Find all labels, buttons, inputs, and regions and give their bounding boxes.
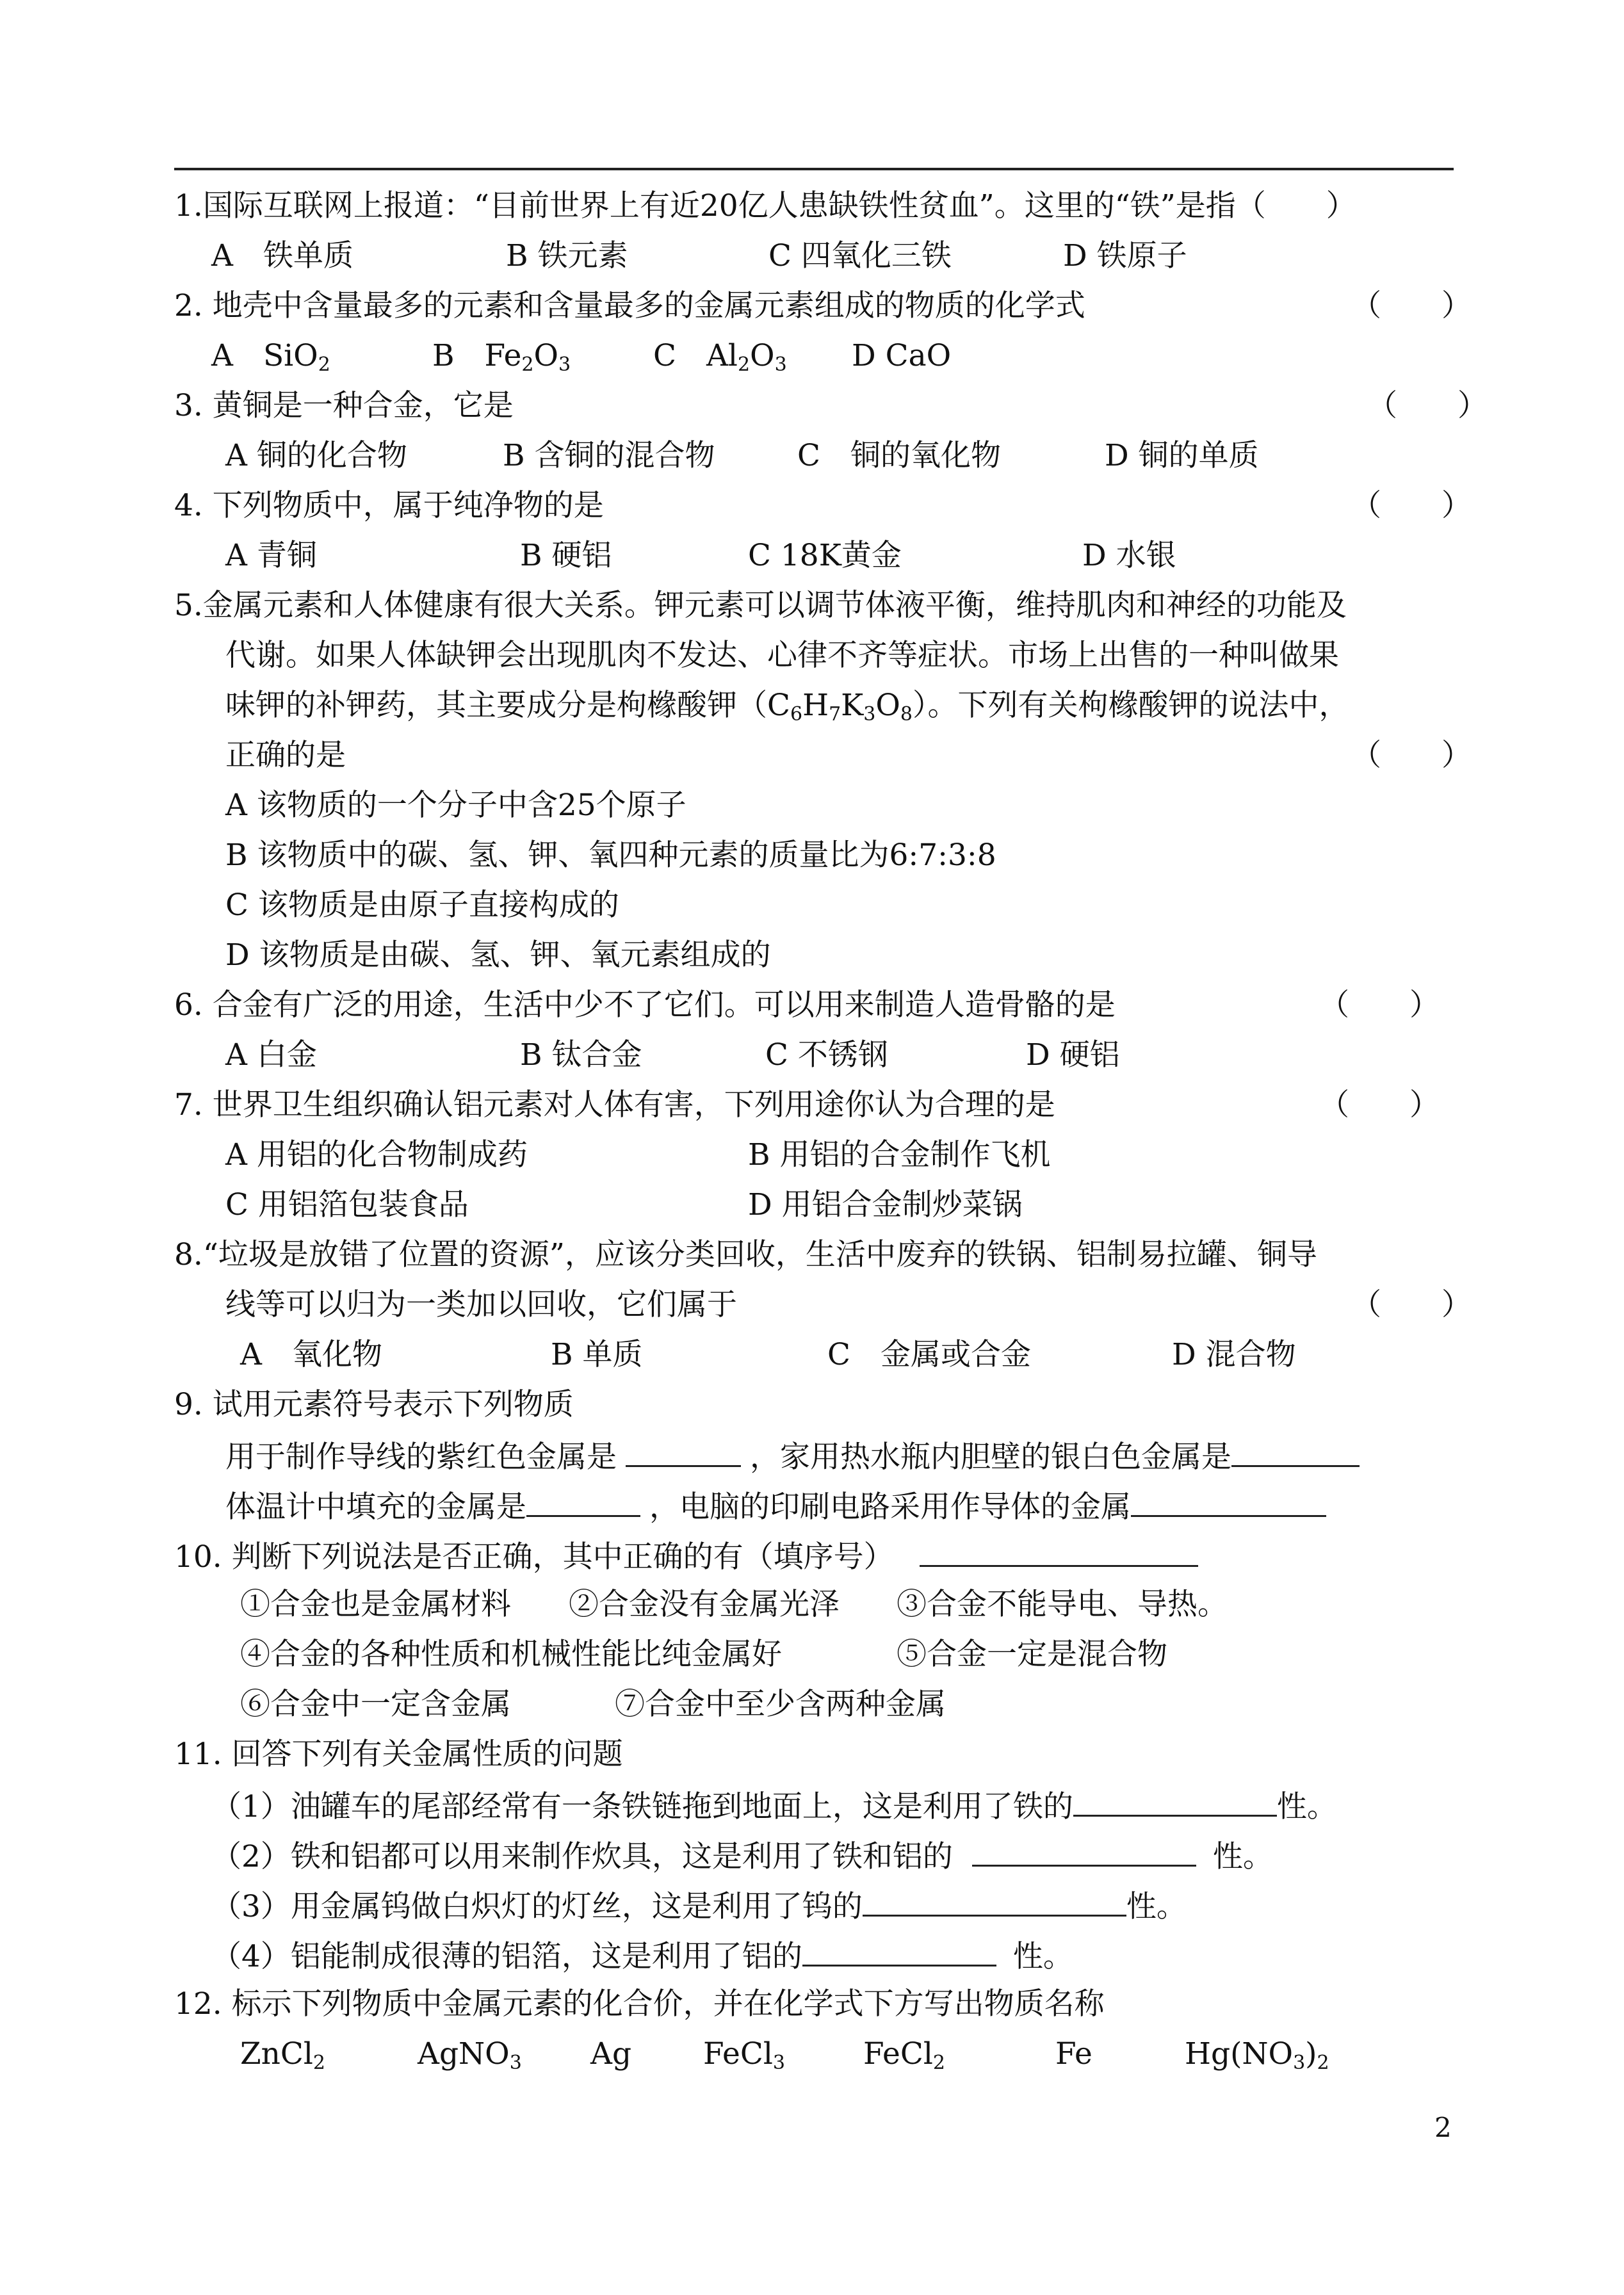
q5-option-b: B 该物质中的碳、氢、钾、氧四种元素的质量比为6:7:3:8 — [225, 838, 996, 873]
q2-answer-paren: （ ） — [1351, 288, 1472, 323]
q3-option-a: A 铜的化合物 — [225, 438, 407, 473]
q5-answer-paren: （ ） — [1351, 738, 1472, 773]
q5-option-c: C 该物质是由原子直接构成的 — [225, 888, 619, 923]
q6-option-b: B 钛合金 — [520, 1037, 642, 1073]
q1-option-b: B 铁元素 — [506, 238, 628, 273]
q10-stem: 10. 判断下列说法是否正确，其中正确的有（填序号） — [174, 1539, 1198, 1572]
formula-ag: Ag — [590, 2036, 632, 2072]
q11-stem: 11. 回答下列有关金属性质的问题 — [174, 1737, 623, 1772]
q12-stem: 12. 标示下列物质中金属元素的化合价，并在化学式下方写出物质名称 — [174, 1986, 1105, 2022]
q4-answer-paren: （ ） — [1351, 488, 1472, 523]
q11-blank-1[interactable] — [1073, 1789, 1277, 1817]
q9-blank-3[interactable] — [526, 1489, 640, 1517]
q11-item-4: （4）铝能制成很薄的铝箔，这是利用了铝的 性。 — [211, 1939, 1073, 1974]
formula-fecl2: FeCl$_2$ — [863, 2036, 945, 2074]
q2-option-c: C $Al_2O_3$ — [653, 338, 787, 376]
q10-statement-7: ⑦合金中至少含两种金属 — [615, 1687, 946, 1722]
q5-line-1: 5.金属元素和人体健康有很大关系。钾元素可以调节体液平衡，维持肌肉和神经的功能及 — [174, 588, 1347, 623]
q5-line-3: 味钾的补钾药，其主要成分是枸橼酸钾$(C_6H_7K_3O_8)$。下列有关枸橼酸钾的说法中， — [225, 688, 1349, 726]
q6-option-a: A 白金 — [225, 1037, 317, 1073]
q4-option-d: D 水银 — [1082, 538, 1176, 573]
q7-answer-paren: （ ） — [1319, 1087, 1440, 1123]
q6-option-d: D 硬铝 — [1026, 1037, 1120, 1073]
q9-stem: 9. 试用元素符号表示下列物质 — [174, 1387, 574, 1422]
header-rule — [174, 168, 1454, 170]
q2-stem: 2. 地壳中含量最多的元素和含量最多的金属元素组成的物质的化学式 — [174, 288, 1085, 323]
q4-option-b: B 硬铝 — [520, 538, 612, 573]
q6-stem: 6. 合金有广泛的用途，生活中少不了它们。可以用来制造人造骨骼的是 — [174, 987, 1116, 1023]
q6-answer-paren: （ ） — [1319, 987, 1440, 1023]
q3-stem: 3. 黄铜是一种合金，它是 — [174, 388, 514, 423]
q7-option-b: B 用铝的合金制作飞机 — [748, 1137, 1051, 1172]
q5-option-d: D 该物质是由碳、氢、钾、氧元素组成的 — [225, 937, 771, 973]
q10-statement-4: ④合金的各种性质和机械性能比纯金属好 — [240, 1637, 782, 1672]
q5-line-2: 代谢。如果人体缺钾会出现肌肉不发达、心律不齐等症状。市场上出售的一种叫做果 — [225, 638, 1339, 673]
q9-line-2: 体温计中填充的金属是 ，电脑的印刷电路采用作导体的金属 — [225, 1489, 1326, 1522]
q11-item-2: （2）铁和铝都可以用来制作炊具，这是利用了铁和铝的 性。 — [211, 1839, 1273, 1874]
q11-blank-3[interactable] — [863, 1889, 1126, 1917]
q2-option-d: D CaO — [852, 338, 952, 373]
q8-option-d: D 混合物 — [1172, 1337, 1296, 1372]
q5-option-a: A 该物质的一个分子中含25个原子 — [225, 788, 686, 823]
q10-statement-6: ⑥合金中一定含金属 — [240, 1687, 511, 1722]
q7-option-d: D 用铝合金制炒菜锅 — [748, 1187, 1023, 1222]
q7-option-c: C 用铝箔包装食品 — [225, 1187, 469, 1222]
q11-blank-2[interactable] — [972, 1839, 1196, 1867]
formula-zncl2: ZnCl$_2$ — [240, 2036, 326, 2074]
q1-stem: 1.国际互联网上报道：“目前世界上有近20亿人患缺铁性贫血”。这里的“铁”是指（ ） — [174, 188, 1356, 223]
q8-option-c: C 金属或合金 — [827, 1337, 1031, 1372]
q1-option-a: A 铁单质 — [211, 238, 353, 273]
q1-option-c: C 四氧化三铁 — [768, 238, 952, 273]
q4-option-a: A 青铜 — [225, 538, 317, 573]
q8-line-2: 线等可以归为一类加以回收，它们属于 — [225, 1287, 737, 1322]
q9-line-1: 用于制作导线的紫红色金属是 ，家用热水瓶内胆壁的银白色金属是 — [225, 1439, 1360, 1472]
q3-option-c: C 铜的氧化物 — [797, 438, 1001, 473]
q2-option-b: B $Fe_2O_3$ — [432, 338, 571, 376]
q8-answer-paren: （ ） — [1351, 1287, 1472, 1322]
q8-option-a: A 氧化物 — [240, 1337, 382, 1372]
q10-blank[interactable] — [920, 1539, 1198, 1567]
q8-line-1: 8.“垃圾是放错了位置的资源”，应该分类回收，生活中废弃的铁锅、铝制易拉罐、铜导 — [174, 1237, 1317, 1272]
q7-option-a: A 用铝的化合物制成药 — [225, 1137, 528, 1172]
q8-option-b: B 单质 — [551, 1337, 643, 1372]
q9-blank-2[interactable] — [1231, 1439, 1360, 1467]
formula-fecl3: FeCl$_3$ — [703, 2036, 785, 2074]
q10-statement-1: ①合金也是金属材料 — [240, 1587, 511, 1622]
q2-option-a: A SiO$_2$ — [211, 338, 330, 376]
q9-blank-4[interactable] — [1131, 1489, 1326, 1517]
q3-option-d: D 铜的单质 — [1105, 438, 1259, 473]
q7-stem: 7. 世界卫生组织确认铝元素对人体有害，下列用途你认为合理的是 — [174, 1087, 1055, 1123]
q11-item-3: （3）用金属钨做白炽灯的灯丝，这是利用了钨的 性。 — [211, 1889, 1187, 1924]
formula-hg-no3-2: $Hg(NO_3)_2$ — [1185, 2036, 1329, 2074]
formula-fe: Fe — [1055, 2036, 1092, 2072]
q3-answer-paren: （ ） — [1367, 388, 1488, 423]
q9-blank-1[interactable] — [626, 1439, 741, 1467]
q11-item-1: （1）油罐车的尾部经常有一条铁链拖到地面上，这是利用了铁的 性。 — [211, 1789, 1337, 1824]
q6-option-c: C 不锈钢 — [765, 1037, 888, 1073]
q5-line-4: 正确的是 — [225, 738, 346, 773]
formula-agno3: AgNO$_3$ — [418, 2036, 522, 2074]
q10-statement-3: ③合金不能导电、导热。 — [897, 1587, 1228, 1622]
q3-option-b: B 含铜的混合物 — [503, 438, 715, 473]
q10-statement-5: ⑤合金一定是混合物 — [897, 1637, 1167, 1672]
q4-stem: 4. 下列物质中，属于纯净物的是 — [174, 488, 604, 523]
q10-statement-2: ②合金没有金属光泽 — [569, 1587, 840, 1622]
q1-option-d: D 铁原子 — [1063, 238, 1187, 273]
q4-option-c: C 18K黄金 — [748, 538, 902, 573]
q11-blank-4[interactable] — [802, 1939, 996, 1967]
page-number: 2 — [1434, 2112, 1452, 2143]
